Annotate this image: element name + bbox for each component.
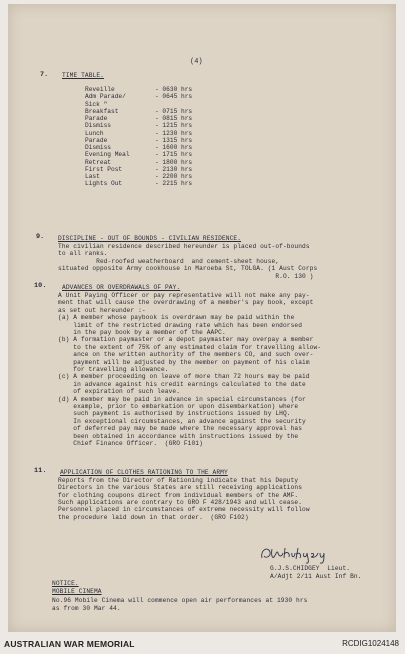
routine-row xyxy=(85,93,192,100)
routine-label: Last xyxy=(85,173,100,180)
routine-label: Adm Parade/ xyxy=(85,93,126,101)
routine-time: - 1215 hrs xyxy=(155,122,193,130)
text-line: R.O. 130 ) xyxy=(58,272,314,280)
text-line: Reports from the Director of Rationing indicate that his Deputy xyxy=(58,477,299,484)
routine-time: - 1600 hrs xyxy=(155,144,193,151)
signature-name: G.J.S.CHIDGEY Lieut. xyxy=(270,565,351,572)
routine-time: - 2130 hrs xyxy=(155,165,193,173)
text-line: the procedure laid down in that order. (GRO F102) xyxy=(58,513,249,521)
text-line: in the pay book by a member of the AAPC. xyxy=(58,329,226,336)
text-line: payment will be adjusted by the member on payment of his claim xyxy=(58,358,310,366)
text-line: as from 30 Mar 44. xyxy=(52,604,121,612)
text-line: (d) A member may be paid in advance in special circumstances (for xyxy=(58,395,306,403)
routine-row xyxy=(85,130,192,137)
text-line: Red-roofed weatherboard and cement-sheet house, xyxy=(58,257,280,265)
archive-footer xyxy=(0,634,405,654)
routine-row xyxy=(85,108,192,115)
text-line: A Unit Paying Officer or pay representative will not make any pay- xyxy=(58,292,310,299)
routine-label: Evening Meal xyxy=(85,151,130,159)
routine-label: Dismiss xyxy=(85,144,111,151)
text-line: Directors in the various States are still receiving applications xyxy=(58,484,303,492)
section-10-title: ADVANCES OR OVERDRAWALS OF PAY. xyxy=(62,284,181,291)
notice-subheading: MOBILE CINEMA xyxy=(52,588,102,595)
handwritten-signature xyxy=(258,544,348,564)
routine-row xyxy=(85,115,192,122)
text-line: situated opposite Army cookhouse in Maroeba St, TOLGA. (1 Aust Corps xyxy=(58,265,318,273)
routine-row xyxy=(85,86,192,93)
signature-appointment: A/Adjt 2/11 Aust Inf Bn. xyxy=(270,573,362,580)
routine-row xyxy=(85,122,192,129)
routine-time: - 1800 hrs xyxy=(155,158,193,166)
section-10-number: 10. xyxy=(34,282,47,290)
section-9-title: DISCIPLINE - OUT OF BOUNDS - CIVILIAN RESIDENCE. xyxy=(58,235,242,242)
text-line: limit of the restricted drawing rate which has been endorsed xyxy=(58,321,303,329)
text-line: (c) A member proceeding on leave of more than 72 hours may be paid xyxy=(58,373,310,381)
text-line: to all ranks. xyxy=(58,250,108,258)
text-line: of expiration of such leave. xyxy=(58,388,181,396)
routine-row xyxy=(85,137,192,144)
routine-label: Retreat xyxy=(85,158,111,166)
text-line: The civilian residence described hereunder is placed out-of-bounds xyxy=(58,243,310,250)
routine-label: Parade xyxy=(85,136,108,144)
text-line: to the extent of 75% of any estimated claim for travelling allow- xyxy=(58,343,322,351)
routine-label: Parade xyxy=(85,115,108,122)
routine-time: - 0645 hrs xyxy=(155,93,193,101)
page-number: (4) xyxy=(190,58,203,66)
text-line: (a) A member whose paybook is overdrawn may be paid within the xyxy=(58,314,295,322)
footer-institution: AUSTRALIAN WAR MEMORIAL xyxy=(4,639,135,649)
text-line: in advance against his credit earnings calculated to the date xyxy=(58,380,306,388)
text-line: Personnel placed in circumstances of extreme necessity will follow xyxy=(58,506,310,514)
routine-time: - 0815 hrs xyxy=(155,115,193,122)
routine-label: Dismiss xyxy=(85,122,111,130)
routine-label: Lunch xyxy=(85,129,104,137)
text-line: Such applications are contrary to GRO F 428/1943 and will cease. xyxy=(58,498,303,506)
section-7-title: TIME TABLE. xyxy=(62,72,104,79)
text-line: for clothing coupons direct from individual members of the AMF. xyxy=(58,491,299,499)
text-line: example, prior to embarkation or upon disembarkation) where xyxy=(58,403,299,410)
routine-row xyxy=(85,144,192,151)
text-line: of deferred pay may be made where the necessary approval has xyxy=(58,425,303,433)
routine-time: - 1315 hrs xyxy=(155,136,193,144)
routine-row xyxy=(85,101,155,108)
routine-time: - 2200 hrs xyxy=(155,173,193,180)
text-line: for travelling allowance. xyxy=(58,366,169,373)
routine-label: First Post xyxy=(85,165,123,173)
routine-time: - 2215 hrs xyxy=(155,180,193,188)
text-line: Chief Finance Officer. (GRO F101) xyxy=(58,440,203,447)
routine-label: Breakfast xyxy=(85,107,119,115)
routine-row xyxy=(85,151,192,158)
text-line: No.96 Mobile Cinema will commence open air performances at 1930 hrs xyxy=(52,597,308,604)
section-9-number: 9. xyxy=(36,233,45,241)
text-line: as set out hereunder :- xyxy=(58,306,146,314)
notice-heading: NOTICE. xyxy=(52,580,79,587)
routine-time: - 1230 hrs xyxy=(155,129,193,137)
routine-label: Reveille xyxy=(85,86,115,93)
text-line: ance on the written authority of the members CO, and such over- xyxy=(58,351,314,359)
routine-row xyxy=(85,180,192,187)
text-line: such payment is authorised by instructions issued by LHQ. xyxy=(58,410,291,418)
footer-record-id: RCDIG1024148 xyxy=(342,639,399,648)
text-line: (b) A formation paymaster or a depot paymaster may overpay a member xyxy=(58,336,314,344)
routine-row xyxy=(85,173,192,180)
routine-time: - 0630 hrs xyxy=(155,86,193,93)
text-line: In exceptional circumstances, an advance against the security xyxy=(58,417,306,425)
routine-row xyxy=(85,159,192,166)
routine-label: Lights Out xyxy=(85,180,123,188)
text-line: been obtained in accordance with instructions issued by the xyxy=(58,432,299,440)
section-11-title: APPLICATION OF CLOTHES RATIONING TO THE ARMY xyxy=(60,469,228,476)
routine-time: - 1715 hrs xyxy=(155,151,193,159)
routine-time: - 0715 hrs xyxy=(155,107,193,115)
routine-row xyxy=(85,166,192,173)
section-11-number: 11. xyxy=(34,467,47,475)
section-7-number: 7. xyxy=(40,71,49,79)
text-line: ment that will cause the overdrawing of a member's pay book, except xyxy=(58,299,314,307)
routine-label: Sick " xyxy=(85,100,108,108)
